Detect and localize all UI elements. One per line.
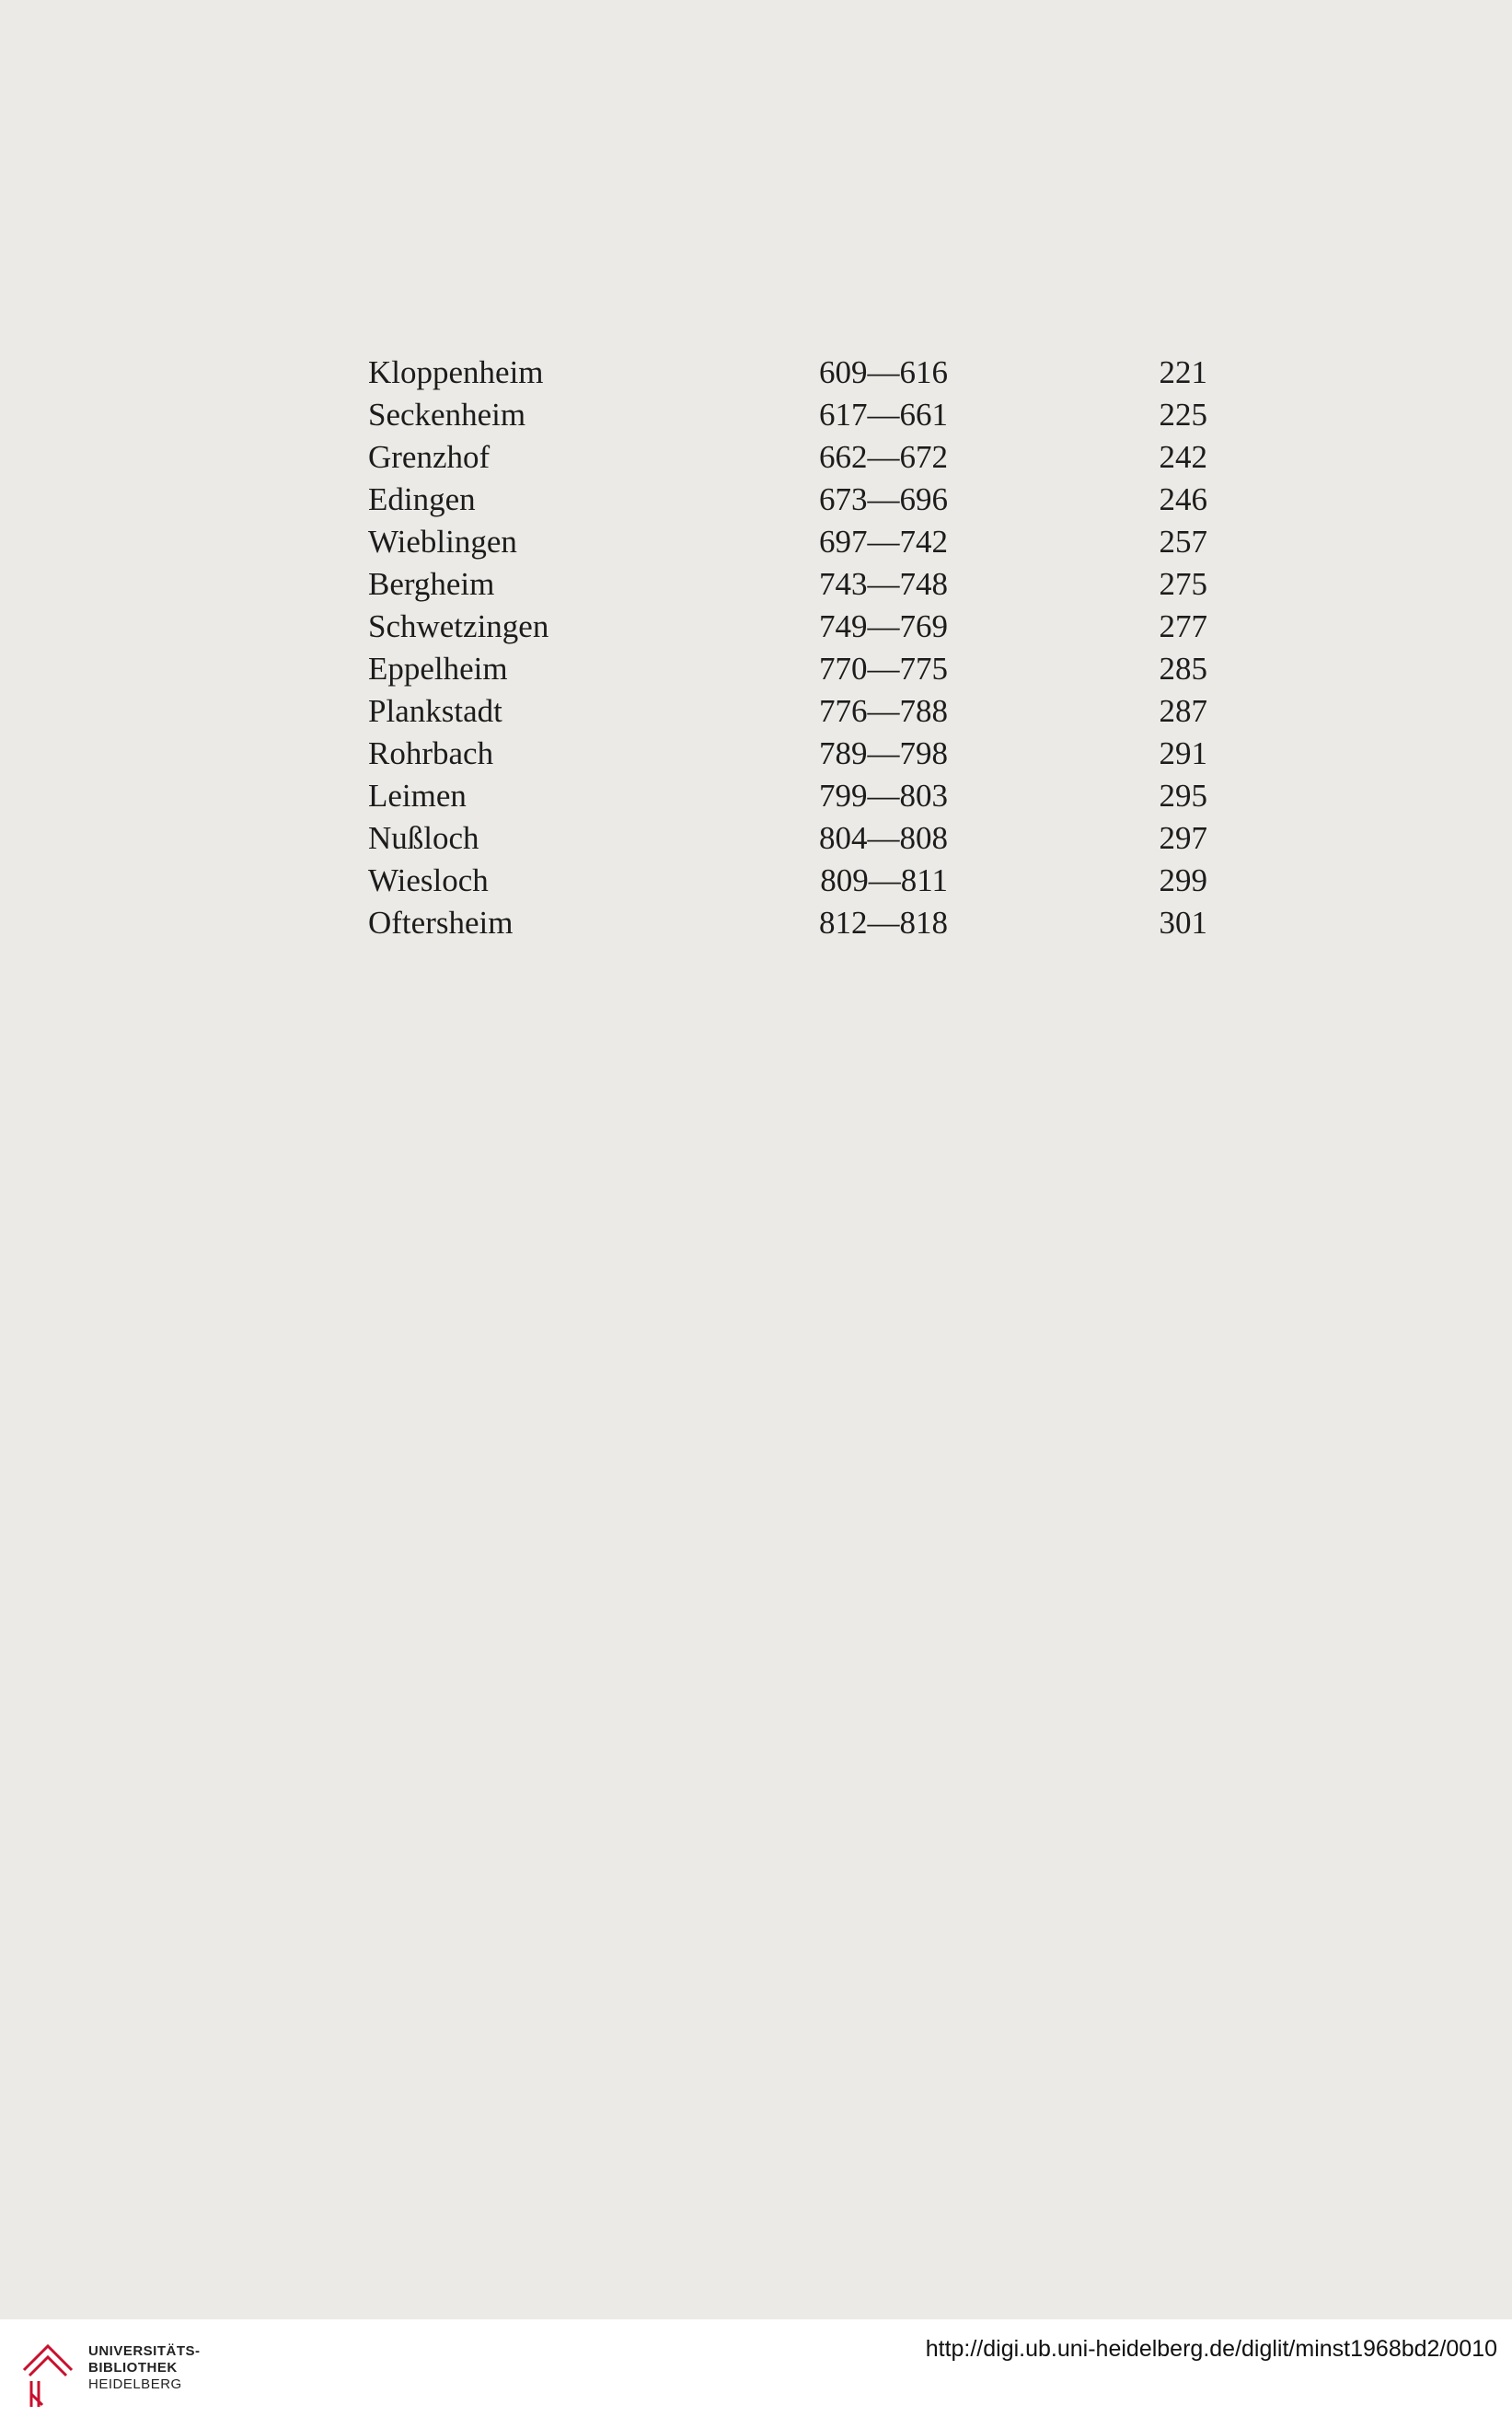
toc-place: Wiesloch xyxy=(368,862,489,898)
toc-row xyxy=(368,606,1207,648)
toc-page-number: 257 xyxy=(1159,524,1207,560)
toc-document-range: 776—788 xyxy=(819,693,948,729)
toc-page-number: 225 xyxy=(1159,397,1207,433)
toc-row xyxy=(368,860,1207,902)
toc-document-range: 662—672 xyxy=(819,439,948,475)
toc-page-number: 297 xyxy=(1159,820,1207,856)
toc-row xyxy=(368,563,1207,606)
toc-document-range: 697—742 xyxy=(819,524,948,560)
toc-document-range: 789—798 xyxy=(819,735,948,771)
toc-page-number: 277 xyxy=(1159,608,1207,644)
toc-document-range: 749—769 xyxy=(819,608,948,644)
library-name-line: HEIDELBERG xyxy=(88,2376,182,2392)
toc-row xyxy=(368,902,1207,944)
library-name xyxy=(88,2343,201,2393)
toc-row xyxy=(368,352,1207,394)
toc-page-number: 275 xyxy=(1159,566,1207,602)
toc-page-number: 285 xyxy=(1159,651,1207,687)
toc-document-range: 617—661 xyxy=(819,397,948,433)
toc-place: Rohrbach xyxy=(368,735,494,771)
toc-row xyxy=(368,394,1207,436)
toc-document-range: 743—748 xyxy=(819,566,948,602)
source-url-link[interactable]: http://digi.ub.uni-heidelberg.de/diglit/minst1968bd2/0010 xyxy=(925,2336,1497,2362)
toc-place: Plankstadt xyxy=(368,693,502,729)
toc-place: Nußloch xyxy=(368,820,479,856)
toc-document-range: 809—811 xyxy=(820,862,948,898)
toc-place: Oftersheim xyxy=(368,905,514,941)
toc-row xyxy=(368,648,1207,690)
university-library-logo-icon xyxy=(20,2333,77,2411)
toc-document-range: 799—803 xyxy=(819,778,948,814)
toc-row xyxy=(368,775,1207,817)
toc-page-number: 242 xyxy=(1159,439,1207,475)
toc-page-number: 291 xyxy=(1159,735,1207,771)
toc-place: Leimen xyxy=(368,778,467,814)
toc-page-number: 221 xyxy=(1159,354,1207,390)
toc-document-range: 770—775 xyxy=(819,651,948,687)
toc-row xyxy=(368,479,1207,521)
toc-place: Eppelheim xyxy=(368,651,508,687)
toc-page-number: 295 xyxy=(1159,778,1207,814)
toc-row xyxy=(368,817,1207,860)
toc-document-range: 812—818 xyxy=(819,905,948,941)
toc-page-number: 287 xyxy=(1159,693,1207,729)
toc-place: Edingen xyxy=(368,481,476,517)
toc-place: Seckenheim xyxy=(368,397,526,433)
toc-row xyxy=(368,690,1207,733)
toc-place: Kloppenheim xyxy=(368,354,544,390)
toc-row xyxy=(368,733,1207,775)
toc-page-number: 301 xyxy=(1159,905,1207,941)
toc-place: Schwetzingen xyxy=(368,608,549,644)
toc-row xyxy=(368,521,1207,563)
toc-page-number: 299 xyxy=(1159,862,1207,898)
toc-document-range: 609—616 xyxy=(819,354,948,390)
toc-place: Bergheim xyxy=(368,566,495,602)
toc-page-number: 246 xyxy=(1159,481,1207,517)
toc-document-range: 804—808 xyxy=(819,820,948,856)
library-name-line: BIBLIOTHEK xyxy=(88,2360,178,2376)
toc-place: Grenzhof xyxy=(368,439,491,475)
library-name-line: UNIVERSITÄTS- xyxy=(88,2343,201,2359)
toc-document-range: 673—696 xyxy=(819,481,948,517)
toc-row xyxy=(368,436,1207,479)
toc-place: Wieblingen xyxy=(368,524,517,560)
